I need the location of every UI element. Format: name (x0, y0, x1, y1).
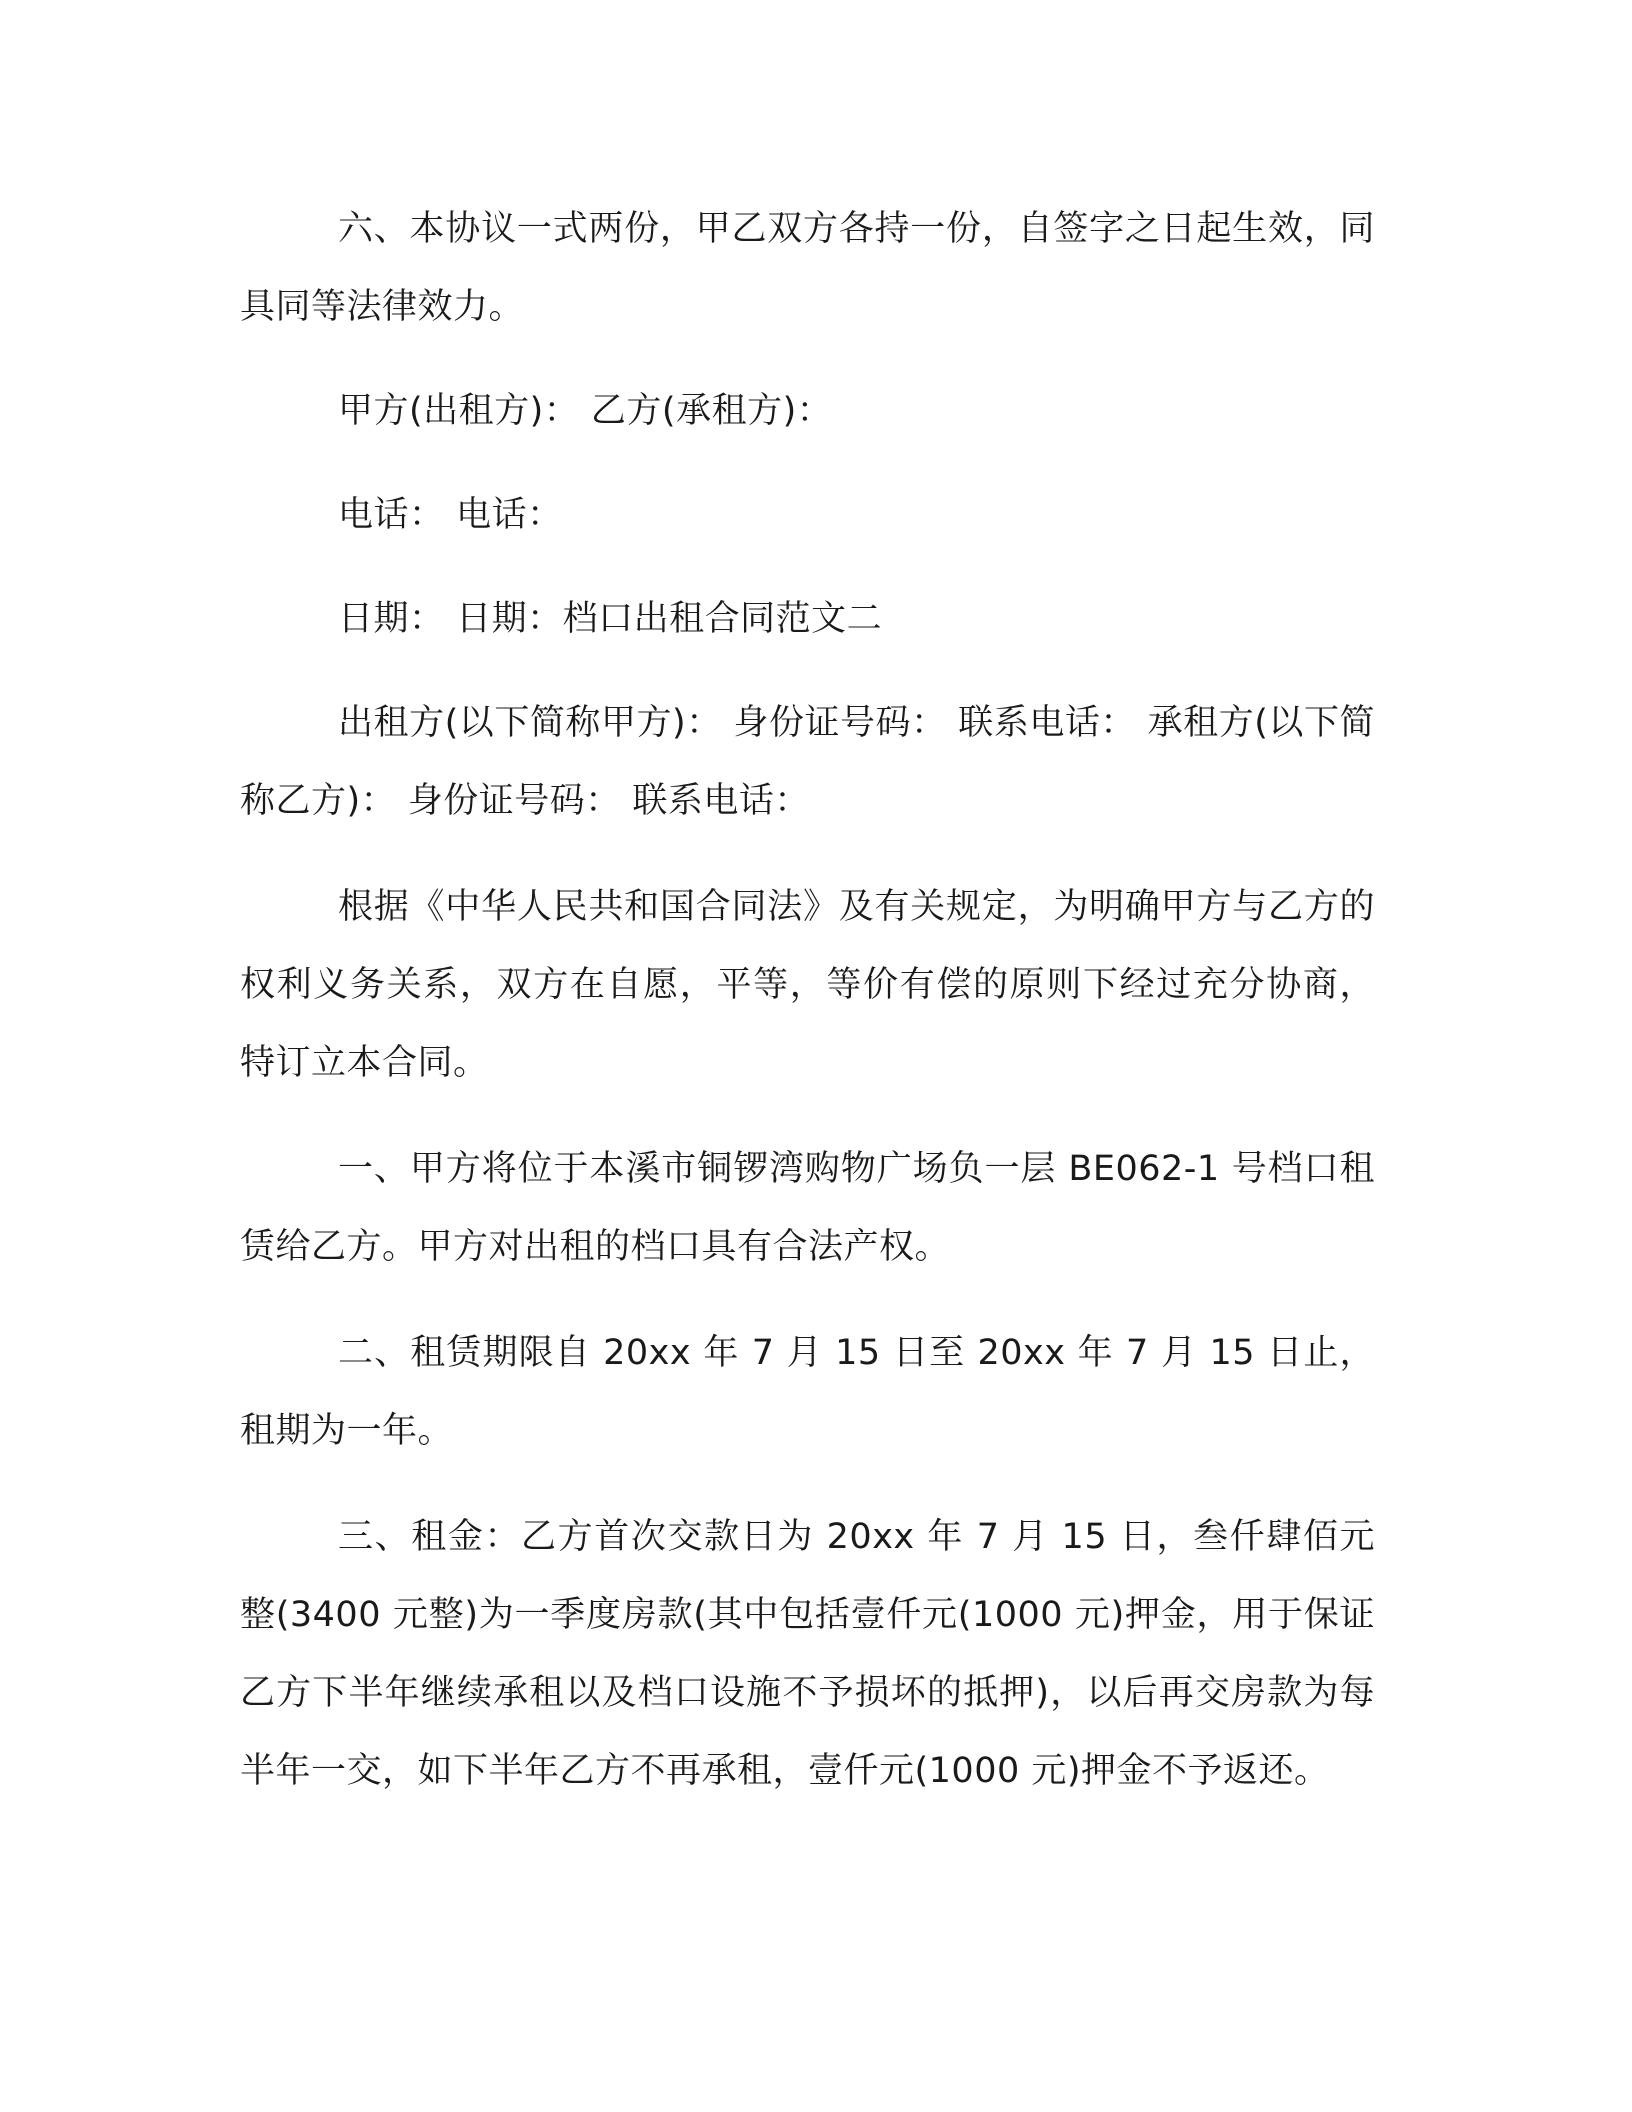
preamble: 根据《中华人民共和国合同法》及有关规定，为明确甲方与乙方的权利义务关系，双方在自愿，平等，等价有偿的原则下经过充分协商，特订立本合同。 (240, 887, 1375, 1083)
document-page (240, 190, 1375, 1810)
party-names-line: 甲方(出租方)： 乙方(承租方)： (338, 391, 833, 431)
clause-three: 三、租金：乙方首次交款日为 20xx 年 7 月 15 日，叁仟肆佰元整(3400 元整)为一季度房款(其中包括壹仟元(1000 元)押金，用于保证乙方下半年继续承租以及档口设施不予损坏的抵押)，以后再交房款为每半年一交，如下半年乙方不再承租，壹仟元(1000 元)押金不予返还。 (240, 1517, 1375, 1791)
clause-six: 六、本协议一式两份，甲乙双方各持一份，自签字之日起生效，同具同等法律效力。 (240, 209, 1375, 327)
clause-one: 一、甲方将位于本溪市铜锣湾购物广场负一层 BE062-1 号档口租赁给乙方。甲方对出租的档口具有合法产权。 (240, 1149, 1375, 1267)
parties-info: 出租方(以下简称甲方)： 身份证号码： 联系电话： 承租方(以下简称乙方)： 身份证号码： 联系电话： (240, 703, 1375, 821)
clause-two: 二、租赁期限自 20xx 年 7 月 15 日至 20xx 年 7 月 15 日止，租期为一年。 (240, 1333, 1375, 1451)
date-line: 日期： 日期：档口出租合同范文二 (338, 599, 883, 639)
phone-line: 电话： 电话： (338, 495, 563, 535)
